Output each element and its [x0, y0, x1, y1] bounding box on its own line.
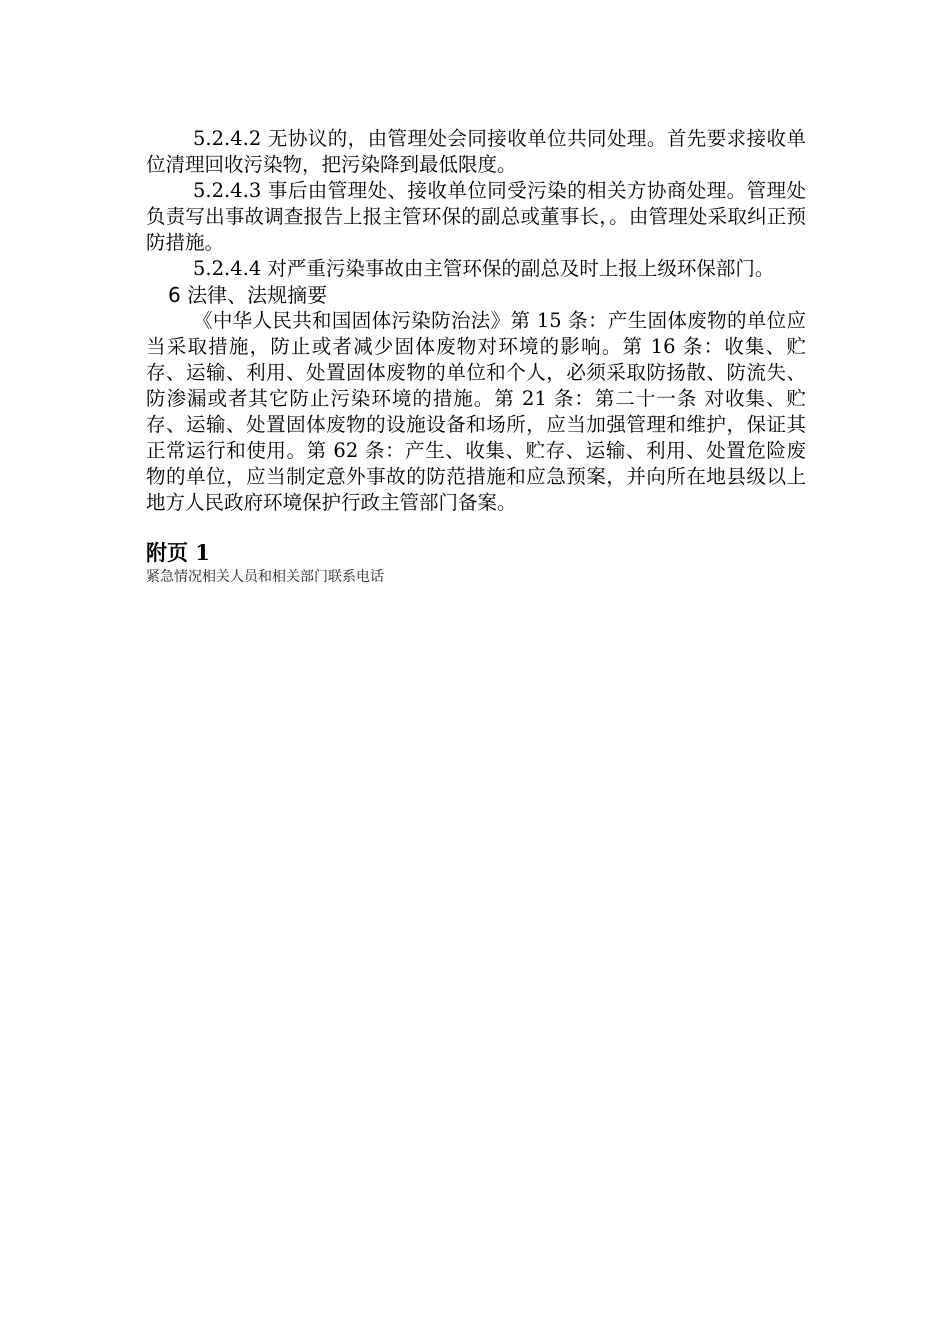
paragraph-5-2-4-4: 5.2.4.4 对严重污染事故由主管环保的副总及时上报上级环保部门。: [193, 257, 775, 280]
appendix-subtitle: 紧急情况相关人员和相关部门联系电话: [146, 569, 384, 585]
document-page: [146, 126, 806, 587]
law-summary-paragraph: 《中华人民共和国固体污染防治法》第 15 条：产生固体废物的单位应当采取措施，防止或者减少固体废物对环境的影响。第 16 条：收集、贮存、运输、利用、处置固体废物的单位和个人，必须采取防扬散、防流失、防渗漏或者其它防止污染环境的措施。第 21 条：第二十一条 对收集、贮存、运输、处置固体废物的设施设备和场所，应当加强管理和维护，保证其正常运行和使用。第 62 条：产生、收集、贮存、运输、利用、处置危险废物的单位，应当制定意外事故的防范措施和应急预案，并向所在地县级以上地方人民政府环境保护行政主管部门备案。: [146, 309, 806, 514]
paragraph-5-2-4-3: 5.2.4.3 事后由管理处、接收单位同受污染的相关方协商处理。管理处负责写出事故调查报告上报主管环保的副总或董事长，。由管理处采取纠正预防措施。: [146, 179, 806, 254]
section-heading-6: 6 法律、法规摘要: [168, 283, 328, 307]
appendix-title: 附页 1: [146, 540, 210, 565]
paragraph-5-2-4-2: 5.2.4.2 无协议的，由管理处会同接收单位共同处理。首先要求接收单位清理回收污染物，把污染降到最低限度。: [146, 127, 806, 176]
